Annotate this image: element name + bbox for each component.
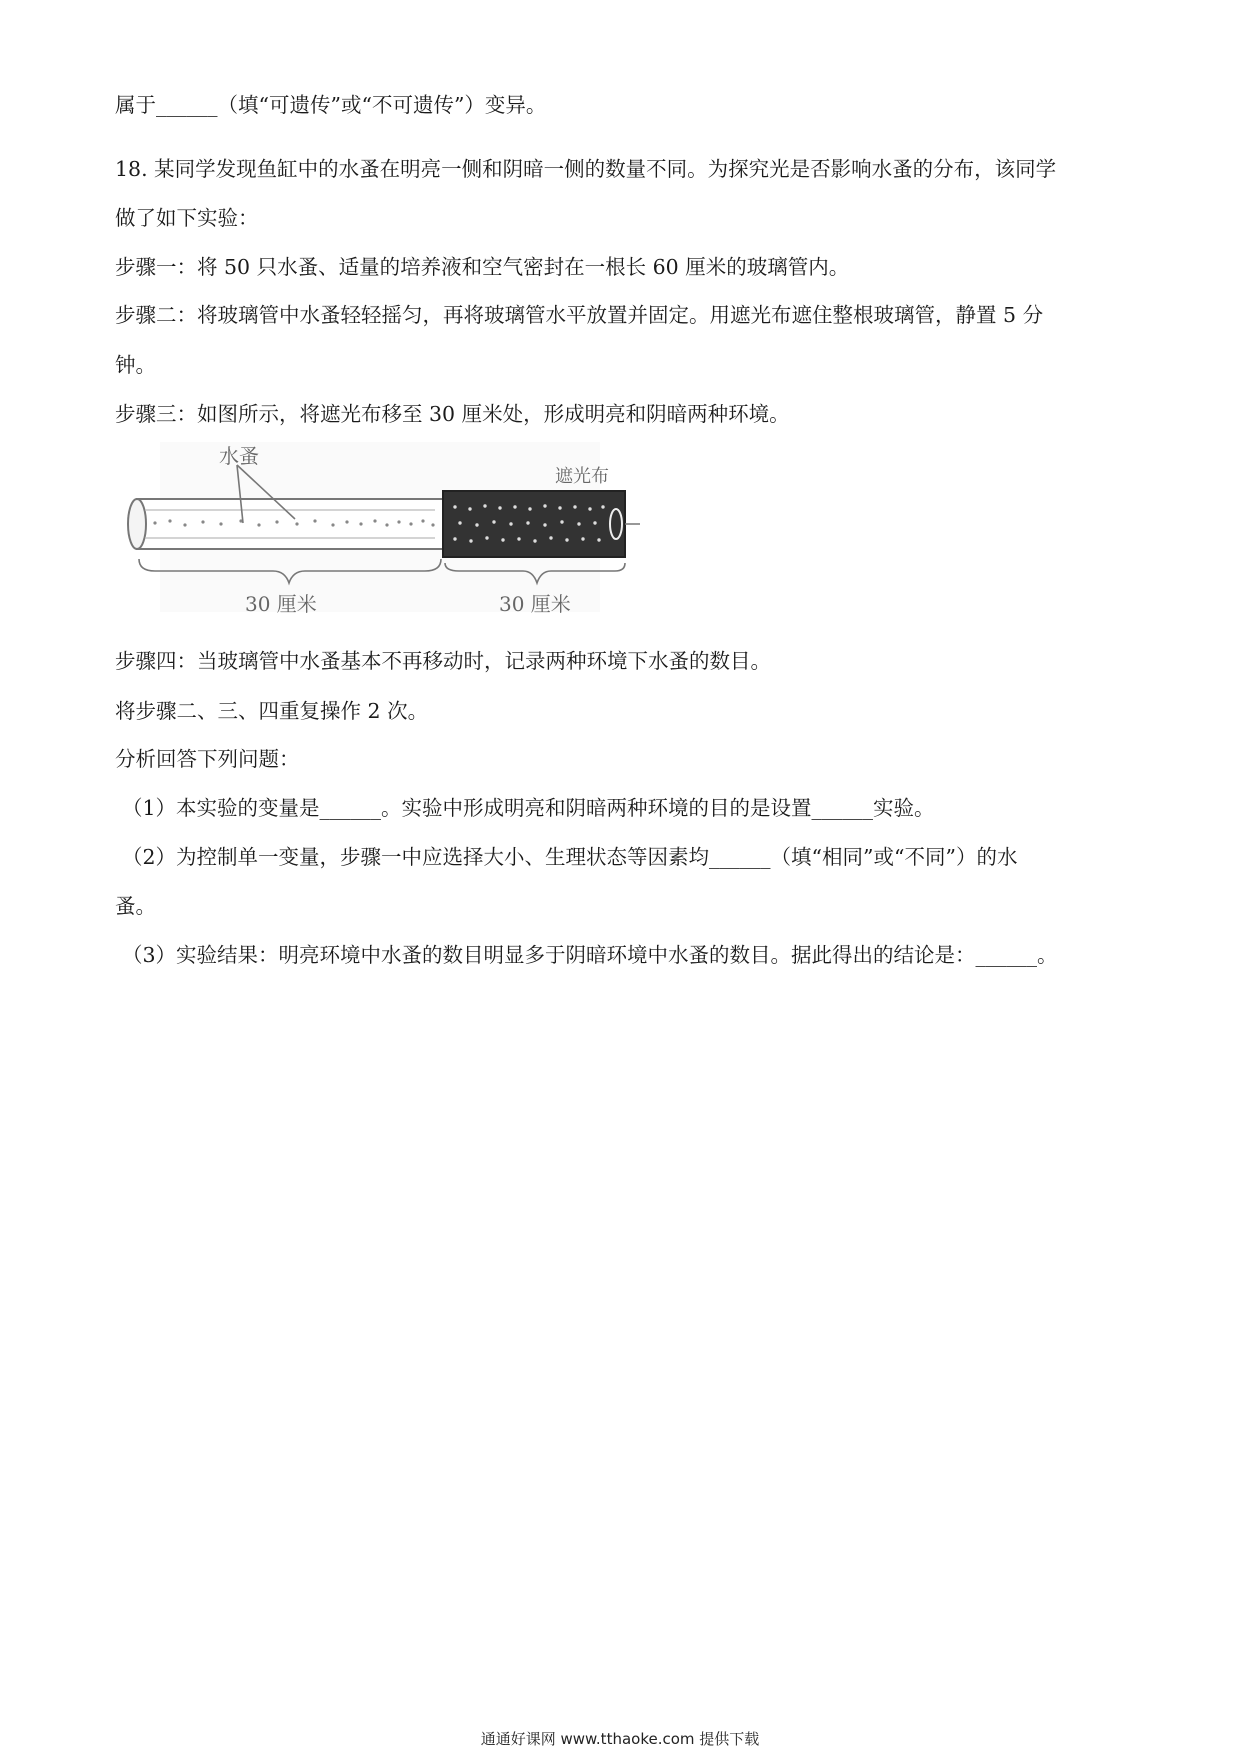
- glass-tube: [128, 499, 443, 549]
- analysis-heading: 分析回答下列问题：: [115, 747, 300, 771]
- sub-question-1: （1）本实验的变量是______。实验中形成明亮和阴暗两种环境的目的是设置______实验。: [122, 796, 935, 820]
- sub-question-2-cont: 蚤。: [115, 894, 156, 918]
- step-three: 步骤三：如图所示，将遮光布移至 30 厘米处，形成明亮和阴暗两种环境。: [115, 402, 790, 426]
- step-one: 步骤一：将 50 只水蚤、适量的培养液和空气密封在一根长 60 厘米的玻璃管内。: [115, 255, 850, 279]
- step-two: 步骤二：将玻璃管中水蚤轻轻摇匀，再将玻璃管水平放置并固定。用遮光布遮住整根玻璃管，静置 5 分: [115, 303, 1044, 327]
- sub-question-3: （3）实验结果：明亮环境中水蚤的数目明显多于阴暗环境中水蚤的数目。据此得出的结论是：______。: [122, 943, 1058, 967]
- question-18-stem-cont: 做了如下实验：: [115, 206, 259, 230]
- sub-question-2: （2）为控制单一变量，步骤一中应选择大小、生理状态等因素均______（填“相同”或“不同”）的水: [122, 845, 1018, 869]
- step-two-cont: 钟。: [115, 353, 156, 377]
- text-line-1: 属于______（填“可遗传”或“不可遗传”）变异。: [115, 93, 547, 117]
- page-footer: 通通好课网 www.tthaoke.com 提供下载: [480, 1730, 760, 1748]
- light-blocking-cloth: [443, 491, 625, 557]
- label-right-length: 30 厘米: [499, 592, 571, 616]
- repeat-note: 将步骤二、三、四重复操作 2 次。: [115, 699, 429, 723]
- label-left-length: 30 厘米: [245, 592, 317, 616]
- label-cloth: 遮光布: [555, 466, 609, 487]
- question-18-stem: 18. 某同学发现鱼缸中的水蚤在明亮一侧和阴暗一侧的数量不同。为探究光是否影响水蚤的分布，该同学: [115, 157, 1057, 181]
- step-four: 步骤四：当玻璃管中水蚤基本不再移动时，记录两种环境下水蚤的数目。: [115, 649, 771, 673]
- label-daphnia: 水蚤: [219, 444, 259, 468]
- experiment-figure: [125, 437, 640, 627]
